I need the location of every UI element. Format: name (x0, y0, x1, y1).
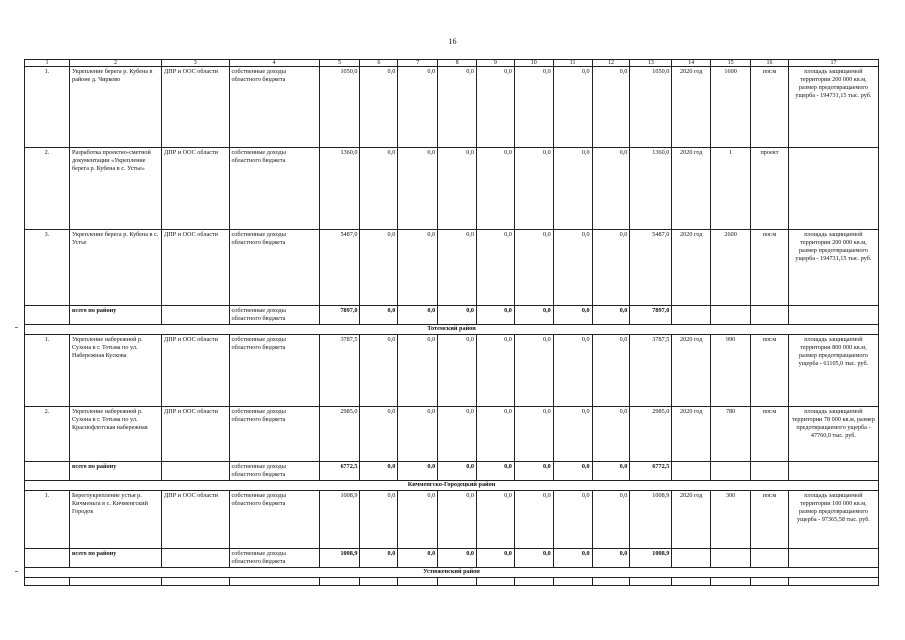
amount-cell: 0,0 (592, 230, 630, 306)
amount-cell: 0,0 (553, 230, 592, 306)
executor-cell: ДПР и ООС области (162, 230, 230, 306)
unit-cell (751, 306, 789, 325)
column-number: 13 (630, 60, 672, 67)
amount-cell: 0,0 (592, 148, 630, 230)
amount-cell: 0,0 (592, 306, 630, 325)
empty-cell (25, 578, 70, 586)
executor-cell: ДПР и ООС области (162, 491, 230, 549)
column-number: 14 (672, 60, 711, 67)
executor-cell: ДПР и ООС области (162, 67, 230, 148)
amount-cell: 3787,5 (630, 335, 672, 407)
project-name-cell: Укрепление берега р. Кубена в с. Устье (70, 230, 162, 306)
unit-cell: пог.м (751, 407, 789, 462)
empty-cell (360, 578, 398, 586)
amount-cell: 1360,0 (319, 148, 360, 230)
amount-cell: 0,0 (592, 67, 630, 148)
effect-cell (788, 148, 878, 230)
amount-cell: 0,0 (398, 148, 438, 230)
amount-cell: 0,0 (553, 407, 592, 462)
column-number: 3 (162, 60, 230, 67)
amount-cell: 1360,0 (630, 148, 672, 230)
empty-cell (438, 578, 477, 586)
funding-source-cell: собственные доходы областного бюджета (229, 67, 319, 148)
executor-cell: ДПР и ООС области (162, 335, 230, 407)
column-number: 5 (319, 60, 360, 67)
amount-cell: 7897,0 (630, 306, 672, 325)
project-row (25, 335, 879, 407)
amount-cell: 0,0 (398, 67, 438, 148)
amount-cell: 5487,0 (319, 230, 360, 306)
effect-cell (788, 306, 878, 325)
district-section-row (25, 568, 879, 578)
funding-source-cell: собственные доходы областного бюджета (229, 549, 319, 568)
amount-cell: 0,0 (514, 230, 553, 306)
row-number-cell: 2. (25, 148, 70, 230)
capacity-value-cell: 300 (711, 491, 751, 549)
column-number: 1 (25, 60, 70, 67)
district-title: Тотемский район (25, 325, 879, 335)
amount-cell: 0,0 (360, 549, 398, 568)
district-title: Кичменгско-Городецкий район (25, 481, 879, 491)
project-row (25, 67, 879, 148)
amount-cell: 0,0 (438, 67, 477, 148)
deadline-cell (672, 306, 711, 325)
district-total-row (25, 462, 879, 481)
amount-cell: 0,0 (592, 462, 630, 481)
deadline-cell (672, 462, 711, 481)
unit-cell (751, 549, 789, 568)
capacity-value-cell: 990 (711, 335, 751, 407)
amount-cell: 3787,5 (319, 335, 360, 407)
column-number: 2 (70, 60, 162, 67)
unit-cell: пог.м (751, 335, 789, 407)
capacity-value-cell: 1 (711, 148, 751, 230)
effect-cell (788, 549, 878, 568)
district-section-row (25, 325, 879, 335)
funding-source-cell: собственные доходы областного бюджета (229, 462, 319, 481)
amount-cell: 0,0 (514, 491, 553, 549)
amount-cell: 0,0 (553, 306, 592, 325)
amount-cell: 0,0 (360, 491, 398, 549)
unit-cell: пог.м (751, 67, 789, 148)
project-row (25, 148, 879, 230)
amount-cell: 0,0 (438, 491, 477, 549)
project-name-cell: Укрепление берега р. Кубена в районе д. Чирково (70, 67, 162, 148)
capacity-value-cell: 2600 (711, 230, 751, 306)
funding-source-cell: собственные доходы областного бюджета (229, 335, 319, 407)
capacity-value-cell (711, 549, 751, 568)
capacity-value-cell (711, 306, 751, 325)
column-number: 11 (553, 60, 592, 67)
project-name-cell: Берегоукрепление устья р. Кичменьга в с. Кичменгский Городок (70, 491, 162, 549)
amount-cell: 0,0 (398, 407, 438, 462)
row-number-cell: 1. (25, 335, 70, 407)
deadline-cell: 2020 год (672, 407, 711, 462)
amount-cell: 0,0 (514, 335, 553, 407)
empty-cell (514, 578, 553, 586)
deadline-cell: 2020 год (672, 491, 711, 549)
empty-cell (711, 578, 751, 586)
amount-cell: 0,0 (360, 67, 398, 148)
amount-cell: 0,0 (477, 462, 515, 481)
amount-cell: 2985,0 (630, 407, 672, 462)
amount-cell: 1050,0 (630, 67, 672, 148)
amount-cell: 6772,5 (319, 462, 360, 481)
executor-cell (162, 306, 230, 325)
amount-cell: 0,0 (592, 549, 630, 568)
funding-source-cell: собственные доходы областного бюджета (229, 491, 319, 549)
empty-cell (592, 578, 630, 586)
executor-cell: ДПР и ООС области (162, 148, 230, 230)
deadline-cell: 2020 год (672, 230, 711, 306)
capacity-value-cell (711, 462, 751, 481)
amount-cell: 1008,9 (630, 491, 672, 549)
amount-cell: 0,0 (360, 230, 398, 306)
amount-cell: 5487,0 (630, 230, 672, 306)
project-row (25, 407, 879, 462)
amount-cell: 0,0 (360, 306, 398, 325)
amount-cell: 0,0 (477, 306, 515, 325)
row-number-cell: 1. (25, 67, 70, 148)
amount-cell: 0,0 (438, 335, 477, 407)
amount-cell: 0,0 (514, 462, 553, 481)
amount-cell: 0,0 (438, 462, 477, 481)
amount-cell: 0,0 (553, 462, 592, 481)
deadline-cell (672, 549, 711, 568)
project-name-cell: Укрепление набережной р. Сухона в г. Тотьма по ул. Краснофлотская набережная (70, 407, 162, 462)
empty-cell (229, 578, 319, 586)
effect-cell: площадь защищаемой территории 200 000 кв.м, размер предотвращаемого ущерба - 194731,15 тыс. руб. (788, 67, 878, 148)
column-number: 4 (229, 60, 319, 67)
program-table (24, 59, 879, 586)
column-number: 7 (398, 60, 438, 67)
executor-cell: ДПР и ООС области (162, 407, 230, 462)
executor-cell (162, 462, 230, 481)
amount-cell: 0,0 (514, 549, 553, 568)
empty-cell (751, 578, 789, 586)
funding-source-cell: собственные доходы областного бюджета (229, 148, 319, 230)
column-number: 16 (751, 60, 789, 67)
column-number: 8 (438, 60, 477, 67)
amount-cell: 0,0 (438, 148, 477, 230)
program-table-sheet (24, 59, 879, 586)
amount-cell: 0,0 (398, 549, 438, 568)
amount-cell: 0,0 (477, 148, 515, 230)
amount-cell: 0,0 (398, 462, 438, 481)
row-number-cell (25, 549, 70, 568)
empty-cell (398, 578, 438, 586)
amount-cell: 0,0 (592, 335, 630, 407)
amount-cell: 2985,0 (319, 407, 360, 462)
amount-cell: 0,0 (398, 491, 438, 549)
amount-cell: 0,0 (553, 549, 592, 568)
effect-cell: площадь защищаемой территории 800 000 кв.м, размер предотвращаемого ущерба - 61105,0 тыс. руб. (788, 335, 878, 407)
effect-cell (788, 462, 878, 481)
column-number: 6 (360, 60, 398, 67)
district-section-row (25, 481, 879, 491)
effect-cell: площадь защищаемой территории 78 000 кв.м, размер предотвращаемого ущерба - 47760,0 тыс. руб. (788, 407, 878, 462)
amount-cell: 0,0 (553, 491, 592, 549)
empty-cell (788, 578, 878, 586)
column-number: 10 (514, 60, 553, 67)
amount-cell: 0,0 (477, 491, 515, 549)
amount-cell: 0,0 (398, 335, 438, 407)
amount-cell: 0,0 (360, 335, 398, 407)
amount-cell: 0,0 (438, 549, 477, 568)
scan-edge-mark (15, 327, 18, 328)
amount-cell: 7897,0 (319, 306, 360, 325)
amount-cell: 0,0 (514, 67, 553, 148)
row-number-cell: 3. (25, 230, 70, 306)
amount-cell: 0,0 (477, 407, 515, 462)
amount-cell: 0,0 (477, 549, 515, 568)
row-number-cell (25, 306, 70, 325)
capacity-value-cell: 1600 (711, 67, 751, 148)
amount-cell: 0,0 (477, 67, 515, 148)
empty-cell (630, 578, 672, 586)
empty-cell (70, 578, 162, 586)
row-number-cell (25, 462, 70, 481)
amount-cell: 6772,5 (630, 462, 672, 481)
amount-cell: 0,0 (514, 407, 553, 462)
total-label-cell: всего по району (70, 306, 162, 325)
deadline-cell: 2020 год (672, 335, 711, 407)
unit-cell: пог.м (751, 230, 789, 306)
page-number: 16 (448, 37, 457, 46)
amount-cell: 0,0 (360, 462, 398, 481)
column-number-row (25, 60, 879, 67)
column-number: 17 (788, 60, 878, 67)
amount-cell: 1050,0 (319, 67, 360, 148)
total-label-cell: всего по району (70, 462, 162, 481)
empty-cell (477, 578, 515, 586)
empty-cell (553, 578, 592, 586)
effect-cell: площадь защищаемой территории 200 000 кв.м, размер предотвращаемого ущерба - 194731,15 тыс. руб. (788, 230, 878, 306)
project-name-cell: Укрепление набережной р. Сухона в г. Тотьма по ул. Набережная Кускова (70, 335, 162, 407)
amount-cell: 1008,9 (630, 549, 672, 568)
project-row (25, 491, 879, 549)
amount-cell: 0,0 (477, 230, 515, 306)
unit-cell (751, 462, 789, 481)
amount-cell: 1008,9 (319, 549, 360, 568)
column-number: 15 (711, 60, 751, 67)
amount-cell: 0,0 (438, 407, 477, 462)
capacity-value-cell: 780 (711, 407, 751, 462)
executor-cell (162, 549, 230, 568)
funding-source-cell: собственные доходы областного бюджета (229, 407, 319, 462)
total-label-cell: всего по району (70, 549, 162, 568)
column-number: 9 (477, 60, 515, 67)
amount-cell: 0,0 (553, 67, 592, 148)
empty-cell (162, 578, 230, 586)
funding-source-cell: собственные доходы областного бюджета (229, 306, 319, 325)
amount-cell: 0,0 (514, 148, 553, 230)
deadline-cell: 2020 год (672, 67, 711, 148)
amount-cell: 0,0 (592, 491, 630, 549)
unit-cell: проект (751, 148, 789, 230)
amount-cell: 0,0 (438, 306, 477, 325)
row-number-cell: 1. (25, 491, 70, 549)
amount-cell: 0,0 (553, 148, 592, 230)
amount-cell: 0,0 (398, 306, 438, 325)
district-total-row (25, 549, 879, 568)
amount-cell: 0,0 (438, 230, 477, 306)
empty-cell (319, 578, 360, 586)
amount-cell: 0,0 (553, 335, 592, 407)
effect-cell: площадь защищаемой территории 100 000 кв.м, размер предотвращаемого ущерба - 97365,58 тыс. руб. (788, 491, 878, 549)
row-number-cell: 2. (25, 407, 70, 462)
amount-cell: 0,0 (398, 230, 438, 306)
funding-source-cell: собственные доходы областного бюджета (229, 230, 319, 306)
amount-cell: 1008,9 (319, 491, 360, 549)
amount-cell: 0,0 (592, 407, 630, 462)
amount-cell: 0,0 (477, 335, 515, 407)
empty-cell (672, 578, 711, 586)
project-name-cell: Разработка проектно-сметной документации «Укрепление берега р. Кубена в с. Устье» (70, 148, 162, 230)
deadline-cell: 2020 год (672, 148, 711, 230)
district-total-row (25, 306, 879, 325)
unit-cell: пог.м (751, 491, 789, 549)
amount-cell: 0,0 (514, 306, 553, 325)
continuation-row (25, 578, 879, 586)
project-row (25, 230, 879, 306)
district-title: Устюженский район (25, 568, 879, 578)
scan-edge-mark (15, 571, 18, 572)
amount-cell: 0,0 (360, 148, 398, 230)
column-number: 12 (592, 60, 630, 67)
amount-cell: 0,0 (360, 407, 398, 462)
